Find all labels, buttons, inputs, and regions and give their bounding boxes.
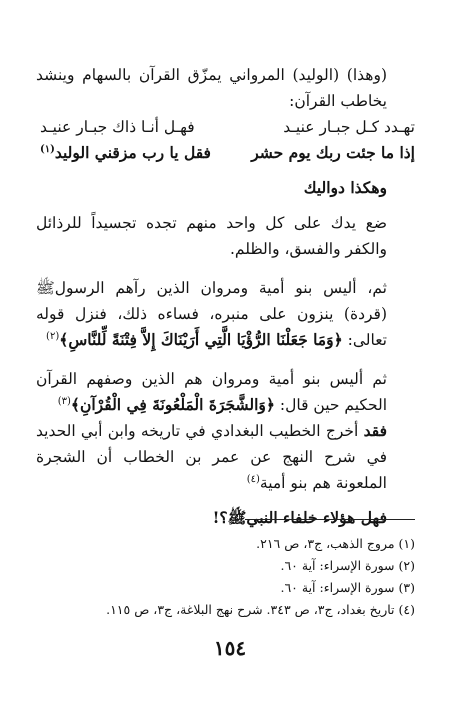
footnote-2: (٢) سورة الإسراء: آية ٦٠. — [280, 558, 415, 573]
quran-verse-tree: ﴿وَالشَّجَرَةَ الْمَلْعُونَةَ فِي الْقُرْآنِ﴾ — [70, 395, 275, 414]
paragraph-khatib-text: أخرج الخطيب البغدادي في تاريخه وابن أبي الحديد في شرح النهج عن عمر بن الخطاب أن الشجرة الملعونة هم بنو أمية — [36, 422, 387, 492]
footnote-1: (١) مروج الذهب، ج٣، ص ٢١٦. — [256, 536, 415, 551]
footnote-4: (٤) تاريخ بغداد، ج٣، ص ٣٤٣. شرح نهج البلاغة، ج٣، ص ١١٥. — [106, 602, 415, 617]
footnote-ref-4: (٤) — [246, 473, 260, 485]
footnote-divider — [245, 519, 415, 520]
paragraph-cursed-tree — [36, 366, 415, 418]
paragraph-walid: (وهذا) (الوليد) المرواني يمزّق القرآن بالسهام وينشد يخاطب القرآن: — [36, 66, 387, 110]
paragraph-dawalik: وهكذا دواليك — [303, 178, 387, 197]
footnote-3: (٣) سورة الإسراء: آية ٦٠. — [280, 580, 415, 595]
poem-verse-2-second: فقل يا رب مزقني الوليد$^{(١)}$ — [40, 143, 211, 162]
paragraph-khatib — [36, 418, 415, 496]
paragraph-question: فهل هؤلاء خلفاء النبيﷺ؟! — [212, 508, 387, 527]
footnote-ref-2: (٢) — [46, 330, 60, 342]
paragraph-vices: ضع يدك على كل واحد منهم تجده تجسيداً للرذائل والكفر والفسق، والظلم. — [36, 214, 387, 258]
footnotes — [40, 533, 415, 621]
paragraph-monkeys-text: ثم، أليس بنو أمية ومروان الذين رآهم الرسولﷺ (قردة) ينزون على منبره، فساءه ذلك، فنزل قوله تعالى: — [36, 279, 387, 349]
paragraph-cursed-tree-text: ثم أليس بنو أمية ومروان هم الذين وصفهم القرآن الحكيم حين قال: — [36, 370, 387, 414]
main-text — [36, 62, 415, 531]
poem-verse-1-first: تهـدد كـل جبـار عنيـد — [283, 118, 415, 136]
quran-verse-vision: ﴿وَمَا جَعَلْنَا الرُّؤْيَا الَّتِي أَرَيْنَاكَ إِلاَّ فِتْنَةً لِّلنَّاسِ﴾ — [59, 330, 343, 349]
footnote-ref-1: (١) — [40, 143, 55, 155]
poem-verse-1 — [36, 114, 415, 140]
paragraph-monkeys — [36, 275, 415, 353]
poem-verse-1-second: فهـل أنـا ذاك جبـار عنيـد — [40, 118, 195, 136]
footnote-ref-3: (٣) — [57, 395, 71, 407]
poem-verse-2-first: إذا ما جئت ربك يوم حشر — [251, 143, 415, 162]
page-number: ١٥٤ — [213, 636, 247, 660]
poem-verse-2 — [36, 140, 415, 166]
paragraph-khatib-lead: فقد — [363, 421, 387, 440]
